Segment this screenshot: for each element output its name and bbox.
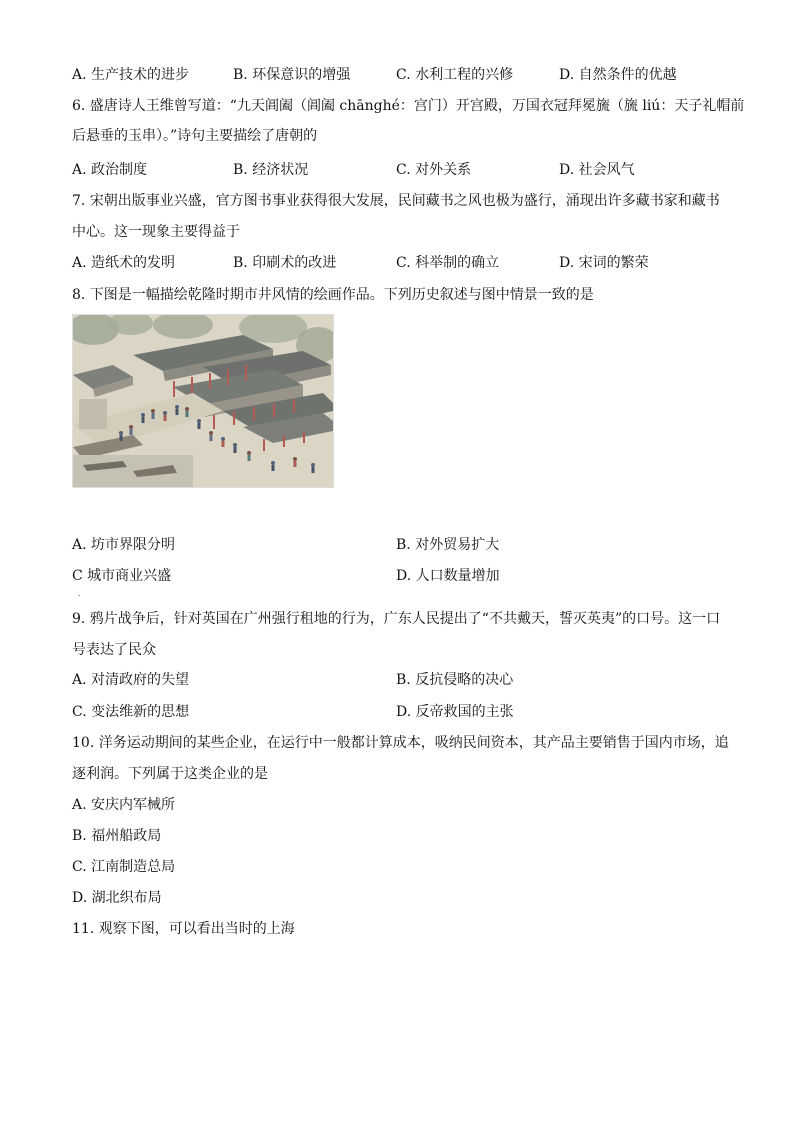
q6-options: [72, 160, 732, 180]
q5-option-c: C. 水利工程的兴修: [396, 67, 514, 83]
q7-options: [72, 253, 732, 273]
q6-stem-line2: 后悬垂的玉串）。”诗句主要描绘了唐朝的: [72, 128, 318, 144]
q7-option-b: B. 印刷术的改进: [233, 255, 337, 271]
q8-option-b: B. 对外贸易扩大: [396, 537, 500, 553]
q5-option-a: A. 生产技术的进步: [72, 67, 190, 83]
q7-option-c: C. 科举制的确立: [396, 255, 500, 271]
q6-option-c: C. 对外关系: [396, 162, 472, 178]
q8-options-row2: [72, 566, 732, 586]
q9-option-c: C. 变法维新的思想: [72, 704, 190, 720]
q8-stem: 8. 下图是一幅描绘乾隆时期市井风情的绘画作品。下列历史叙述与图中情景一致的是: [72, 287, 594, 303]
q6-option-d: D. 社会风气: [559, 162, 635, 178]
q11-stem: 11. 观察下图，可以看出当时的上海: [72, 921, 295, 937]
q7-stem-line1: 7. 宋朝出版事业兴盛，官方图书事业获得很大发展，民间藏书之风也极为盛行，涌现出许多藏书家和藏书: [72, 193, 720, 209]
q9-option-d: D. 反帝救国的主张: [396, 704, 514, 720]
q7-stem-line2: 中心。这一现象主要得益于: [72, 224, 240, 240]
q10-stem-line1: 10. 洋务运动期间的某些企业，在运行中一般都计算成本，吸纳民间资本，其产品主要销售于国内市场，追: [72, 735, 729, 751]
q6-stem-line1: 6. 盛唐诗人王维曾写道：“九天阊阖（阊阖 chānghé：宫门）开宫殿，万国衣冠拜冕旒（旒 liú：天子礼帽前: [72, 98, 745, 114]
q8-option-a: A. 坊市界限分明: [72, 537, 176, 553]
q5-option-d: D. 自然条件的优越: [559, 67, 677, 83]
q8-option-c: C 城市商业兴盛: [72, 568, 172, 584]
q8-options-row1: [72, 535, 732, 555]
q6-option-b: B. 经济状况: [233, 162, 309, 178]
q9-stem-line1: 9. 鸦片战争后，针对英国在广州强行租地的行为，广东人民提出了“不共戴天，誓灭英夷”的口号。这一口: [72, 611, 721, 627]
q10-option-d: D. 湖北织布局: [72, 890, 162, 906]
q10-option-a: A. 安庆内军械所: [72, 797, 176, 813]
stray-mark: .: [78, 589, 81, 598]
q7-option-a: A. 造纸术的发明: [72, 255, 176, 271]
q9-options-row2: [72, 702, 732, 722]
q8-option-d: D. 人口数量增加: [396, 568, 500, 584]
q6-option-a: A. 政治制度: [72, 162, 148, 178]
q9-option-a: A. 对清政府的失望: [72, 672, 190, 688]
q9-stem-line2: 号表达了民众: [72, 642, 156, 658]
qianlong-market-painting: [72, 314, 334, 488]
q5-option-b: B. 环保意识的增强: [233, 67, 351, 83]
q10-option-c: C. 江南制造总局: [72, 859, 176, 875]
q10-option-b: B. 福州船政局: [72, 828, 162, 844]
q7-option-d: D. 宋词的繁荣: [559, 255, 649, 271]
q5-options: [72, 65, 732, 85]
q10-stem-line2: 逐利润。下列属于这类企业的是: [72, 766, 268, 782]
q9-options-row1: [72, 670, 732, 690]
q9-option-b: B. 反抗侵略的决心: [396, 672, 514, 688]
